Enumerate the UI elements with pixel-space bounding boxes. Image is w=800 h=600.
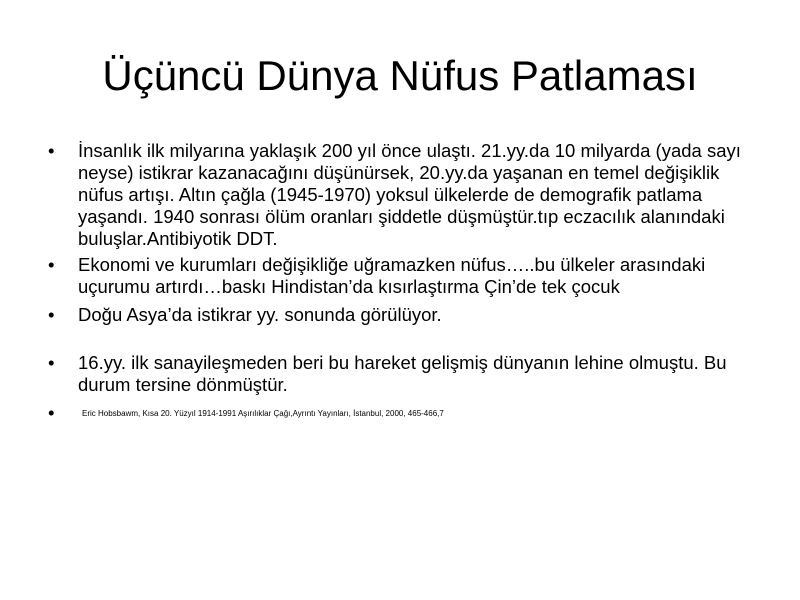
bullet-text: İnsanlık ilk milyarına yaklaşık 200 yıl önce ulaştı. 21.yy.da 10 milyarda (yada sayı neyse) istikrar kazanacağını düşünürsek, 20.yy.da yaşanan en temel değişiklik nüfus artışı. Altın çağla (1945-1970) yoksul ülkelerde de demografik patlama yaşandı. 1940 sonrası ölüm oranları şiddetle düşmüştür.tıp eczacılık alanındaki buluşlar.Antibiyotik DDT. [78,140,741,249]
bullet-icon: • [48,254,55,275]
list-item [48,140,748,250]
bullet-list [48,140,748,424]
list-item [48,402,748,424]
bullet-text: 16.yy. ilk sanayileşmeden beri bu hareket gelişmiş dünyanın lehine olmuştu. Bu durum tersine dönmüştür. [78,352,727,395]
citation-text: Eric Hobsbawm, Kısa 20. Yüzyıl 1914-1991 Aşırılıklar Çağı,Ayrıntı Yayınları, İstanbul, 2000, 465-466,7 [82,409,444,418]
bullet-icon: • [48,304,55,325]
slide-title: Üçüncü Dünya Nüfus Patlaması [102,52,698,99]
bullet-icon: • [48,352,55,373]
list-item [48,304,748,326]
list-item [48,352,748,396]
bullet-icon: • [48,402,55,423]
bullet-icon: • [48,140,55,161]
list-item [48,254,748,298]
bullet-text: Doğu Asya’da istikrar yy. sonunda görülüyor. [78,304,442,325]
bullet-text: Ekonomi ve kurumları değişikliğe uğramazken nüfus…..bu ülkeler arasındaki uçurumu artırdı…baskı Hindistan’da kısırlaştırma Çin’de tek çocuk [78,254,706,297]
